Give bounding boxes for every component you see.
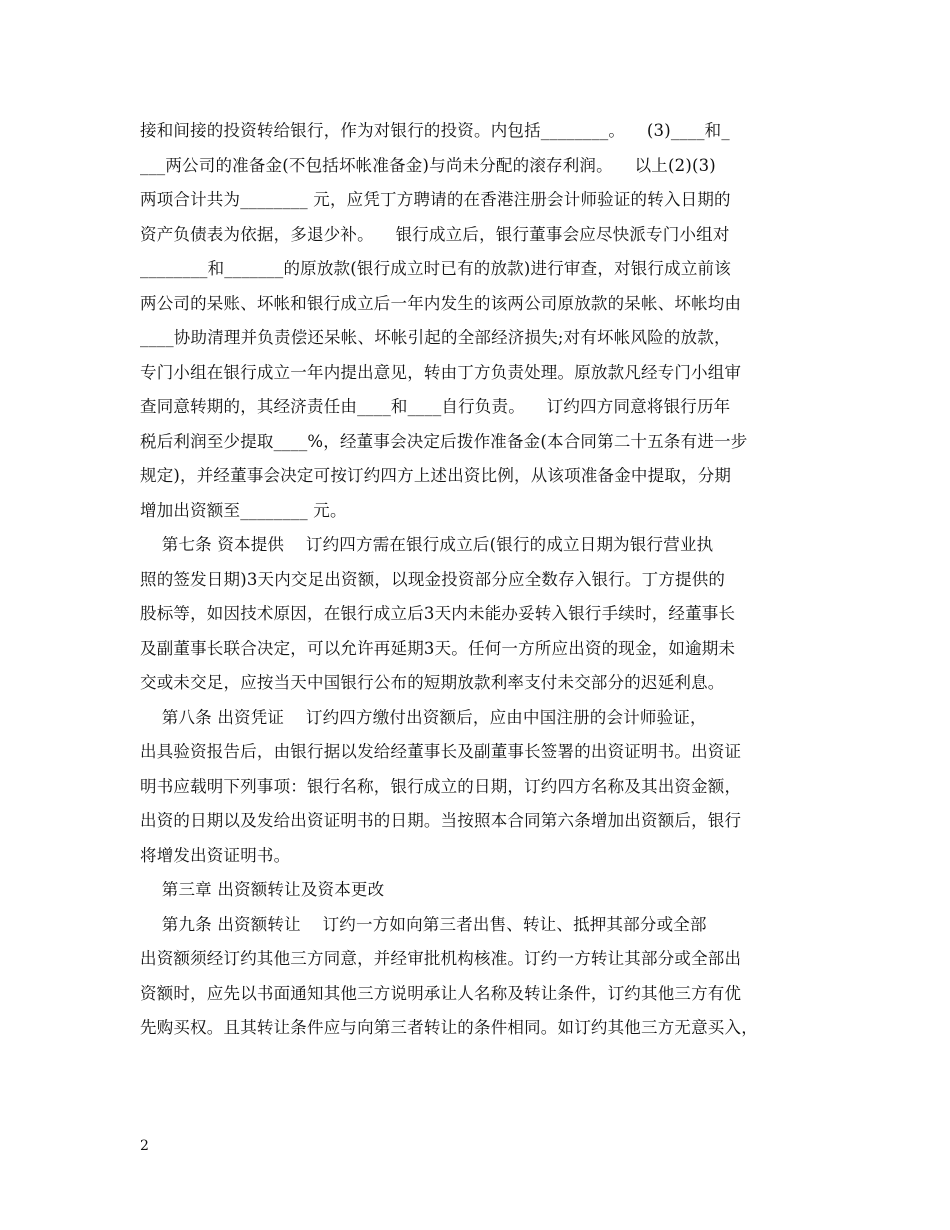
article-7-line: 第七条 资本提供 订约四方需在银行成立后(银行的成立日期为银行营业执 <box>140 535 714 554</box>
text-line: 先购买权。且其转让条件应与向第三者转让的条件相同。如订约其他三方无意买入， <box>140 1018 758 1037</box>
text-line: 规定)，并经董事会决定可按订约四方上述出资比例，从该项准备金中提取，分期 <box>140 466 732 485</box>
text-line: 交或未交足，应按当天中国银行公布的短期放款利率支付未交部分的迟延利息。 <box>140 673 725 692</box>
article-9-line: 第九条 出资额转让 订约一方如向第三者出售、转让、抵押其部分或全部 <box>140 914 707 934</box>
text-line: 股标等，如因技术原因，在银行成立后3天内未能办妥转入银行手续时，经董事长 <box>140 604 736 623</box>
article-8-line: 第八条 出资凭证 订约四方缴付出资额后，应由中国注册的会计师验证， <box>140 707 707 727</box>
text-line: 两项合计共为________ 元，应凭丁方聘请的在香港注册会计师验证的转入日期的 <box>140 190 731 209</box>
text-line: 照的签发日期)3天内交足出资额，以现金投资部分应全数存入银行。丁方提供的 <box>140 569 726 589</box>
text-line: ________和_______的原放款(银行成立时已有的放款)进行审查，对银行成立前该 <box>140 259 731 278</box>
text-line: ___两公司的准备金(不包括坏帐准备金)与尚未分配的滚存利润。 以上(2)(3) <box>140 155 716 175</box>
text-line: 出资的日期以及发给出资证明书的日期。当按照本合同第六条增加出资额后，银行 <box>140 811 742 830</box>
text-line: 两公司的呆账、坏帐和银行成立后一年内发生的该两公司原放款的呆帐、坏帐均由 <box>140 293 742 313</box>
text-line: 及副董事长联合决定，可以允许再延期3天。任何一方所应出资的现金，如逾期未 <box>140 638 736 658</box>
text-line: 出资额须经订约其他三方同意，并经审批机构核准。订约一方转让其部分或全部出 <box>140 949 742 968</box>
text-line: ____协助清理并负责偿还呆帐、坏帐引起的全部经济损失;对有坏帐风险的放款， <box>140 328 731 347</box>
text-line: 资额时，应先以书面通知其他三方说明承让人名称及转让条件，订约其他三方有优 <box>140 983 742 1003</box>
page-number: 2 <box>140 1138 149 1154</box>
chapter-3-heading: 第三章 出资额转让及资本更改 <box>140 880 385 899</box>
text-line: 查同意转期的，其经济责任由____和____自行负责。 订约四方同意将银行历年 <box>140 397 731 416</box>
text-line: 接和间接的投资转给银行，作为对银行的投资。内包括________。 (3)____和_ <box>140 121 730 140</box>
text-line: 明书应载明下列事项：银行名称，银行成立的日期，订约四方名称及其出资金额， <box>140 776 742 796</box>
text-line: 税后利润至少提取____%，经董事会决定后拨作准备金(本合同第二十五条有进一步 <box>140 431 748 451</box>
text-line: 资产负债表为依据，多退少补。 银行成立后，银行董事会应尽快派专门小组对 <box>140 224 730 244</box>
text-line: 增加出资额至________ 元。 <box>140 500 347 520</box>
body-text <box>140 114 830 1046</box>
text-line: 专门小组在银行成立一年内提出意见，转由丁方负责处理。原放款凡经专门小组审 <box>140 362 742 382</box>
text-line: 出具验资报告后，由银行据以发给经董事长及副董事长签署的出资证明书。出资证 <box>140 742 742 761</box>
text-line: 将增发出资证明书。 <box>140 845 291 865</box>
